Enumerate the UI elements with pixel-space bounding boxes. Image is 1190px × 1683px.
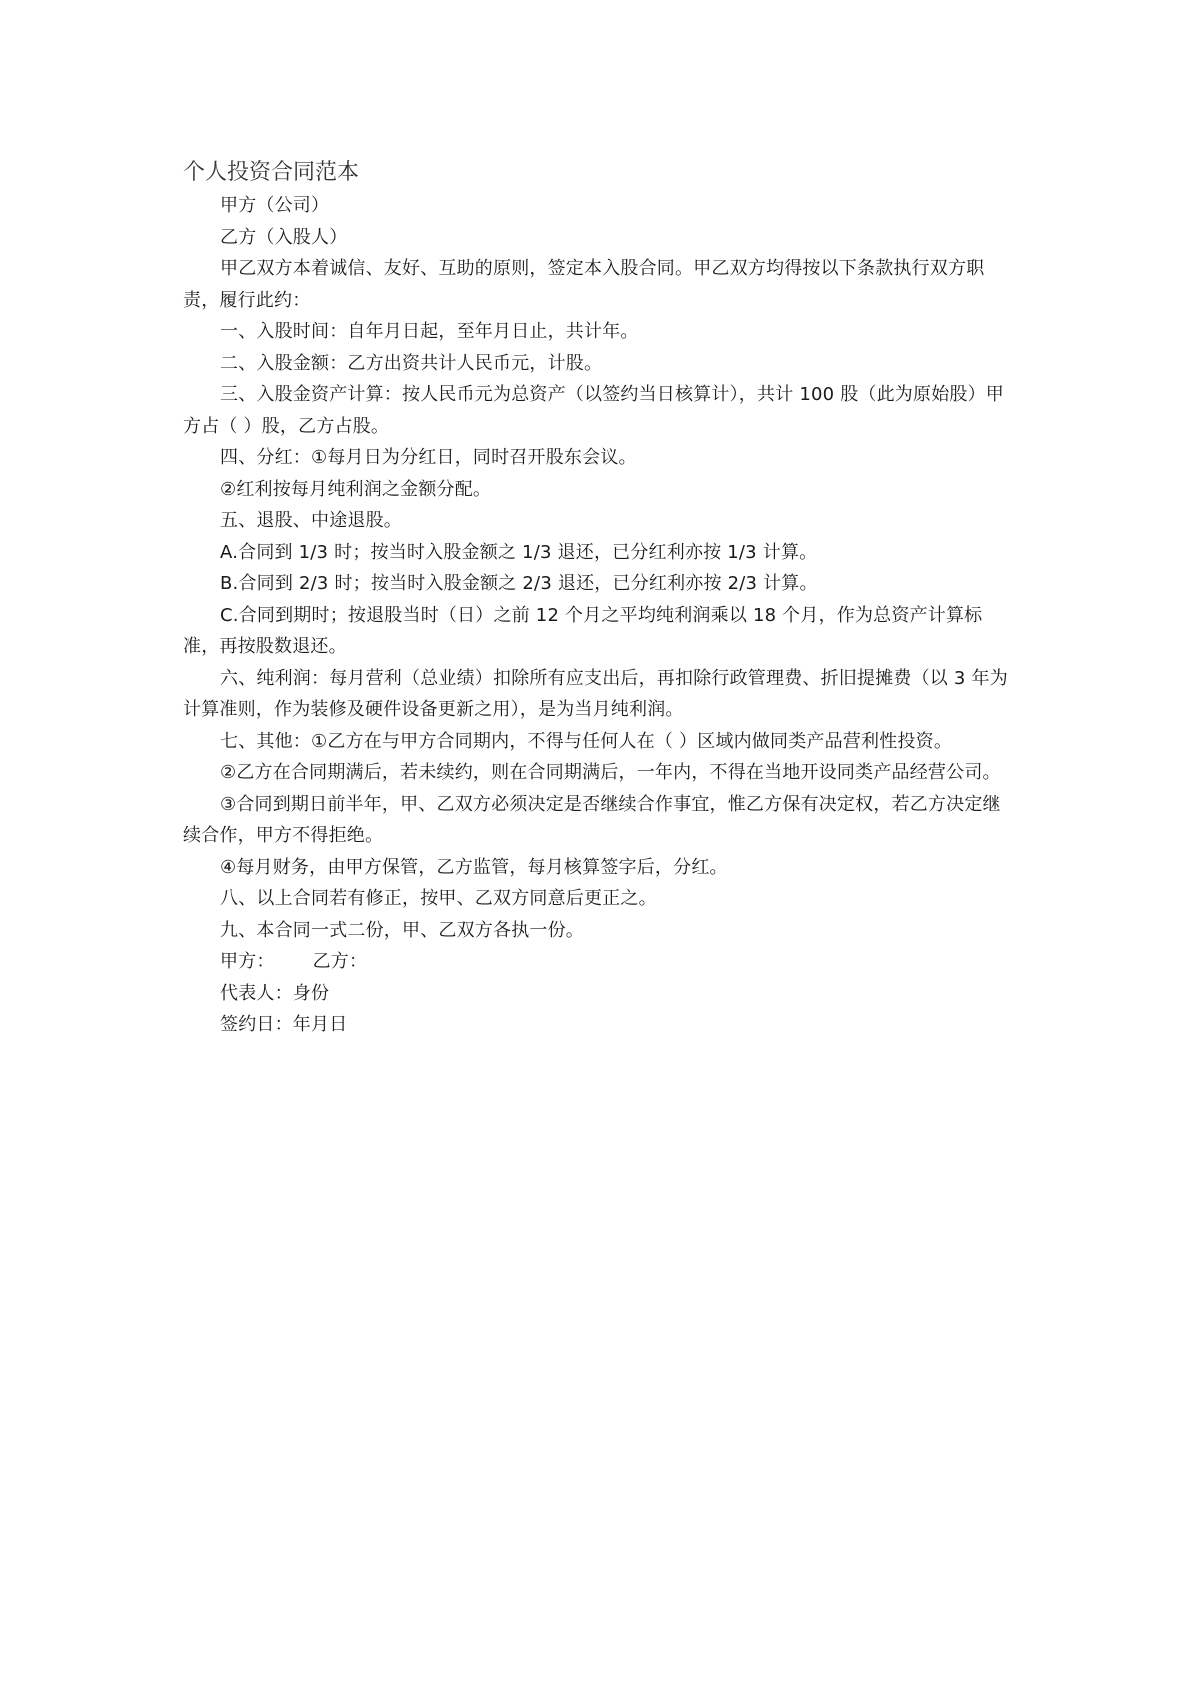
paragraph-clause-5-a: A.合同到 1/3 时；按当时入股金额之 1/3 退还，已分红利亦按 1/3 计算。: [220, 541, 818, 563]
signature-party-b: 乙方：: [312, 951, 368, 972]
paragraph-party-a: 甲方（公司）: [220, 195, 330, 216]
signature-date: 签约日：年月日: [220, 1014, 348, 1035]
paragraph-clause-9: 九、本合同一式二份，甲、乙双方各执一份。: [220, 919, 584, 941]
paragraph-clause-5-c: C.合同到期时；按退股当时（日）之前 12 个月之平均纯利润乘以 18 个月，作为总资产计算标准，再按股数退还。: [183, 604, 983, 657]
paragraph-clause-7: 七、其他：①乙方在与甲方合同期内，不得与任何人在（ ）区域内做同类产品营利性投资。: [220, 730, 953, 752]
signature-representative: 代表人：身份: [220, 982, 330, 1004]
paragraph-clause-1: 一、入股时间：自年月日起，至年月日止，共计年。: [220, 321, 639, 342]
paragraph-clause-5-b: B.合同到 2/3 时；按当时入股金额之 2/3 退还，已分红利亦按 2/3 计算。: [220, 573, 818, 594]
signature-parties: [183, 946, 1018, 978]
paragraph-clause-4: 四、分红：①每月日为分红日，同时召开股东会议。: [220, 447, 637, 468]
paragraph-clause-7-4: ④每月财务，由甲方保管，乙方监管，每月核算签字后，分红。: [220, 856, 728, 878]
paragraph-clause-7-3: ③合同到期日前半年，甲、乙双方必须决定是否继续合作事宜，惟乙方保有决定权，若乙方决定继续合作，甲方不得拒绝。: [183, 793, 1001, 846]
paragraph-clause-7-2: ②乙方在合同期满后，若未续约，则在合同期满后，一年内，不得在当地开设同类产品经营公司。: [220, 762, 1001, 783]
signature-party-a: 甲方：: [220, 951, 275, 972]
paragraph-clause-2: 二、入股金额：乙方出资共计人民币元，计股。: [220, 352, 603, 374]
paragraph-clause-3: 三、入股金资产计算：按人民币元为总资产（以签约当日核算计），共计 100 股（此为原始股）甲方占（ ）股，乙方占股。: [183, 384, 1004, 437]
document-title: 个人投资合同范本: [183, 160, 360, 185]
paragraph-clause-6: 六、纯利润：每月营利（总业绩）扣除所有应支出后，再扣除行政管理费、折旧提摊费（以 3 年为计算准则，作为装修及硬件设备更新之用），是为当月纯利润。: [183, 667, 1008, 720]
paragraph-party-b: 乙方（入股人）: [220, 226, 348, 248]
paragraph-clause-4-2: ②红利按每月纯利润之金额分配。: [220, 478, 492, 500]
paragraph-clause-5: 五、退股、中途退股。: [220, 510, 402, 531]
paragraph-clause-8: 八、以上合同若有修正，按甲、乙双方同意后更正之。: [220, 888, 657, 909]
paragraph-preamble: 甲乙双方本着诚信、友好、互助的原则，签定本入股合同。甲乙双方均得按以下条款执行双方职责，履行此约：: [183, 258, 985, 311]
document-page: [183, 156, 1018, 1041]
